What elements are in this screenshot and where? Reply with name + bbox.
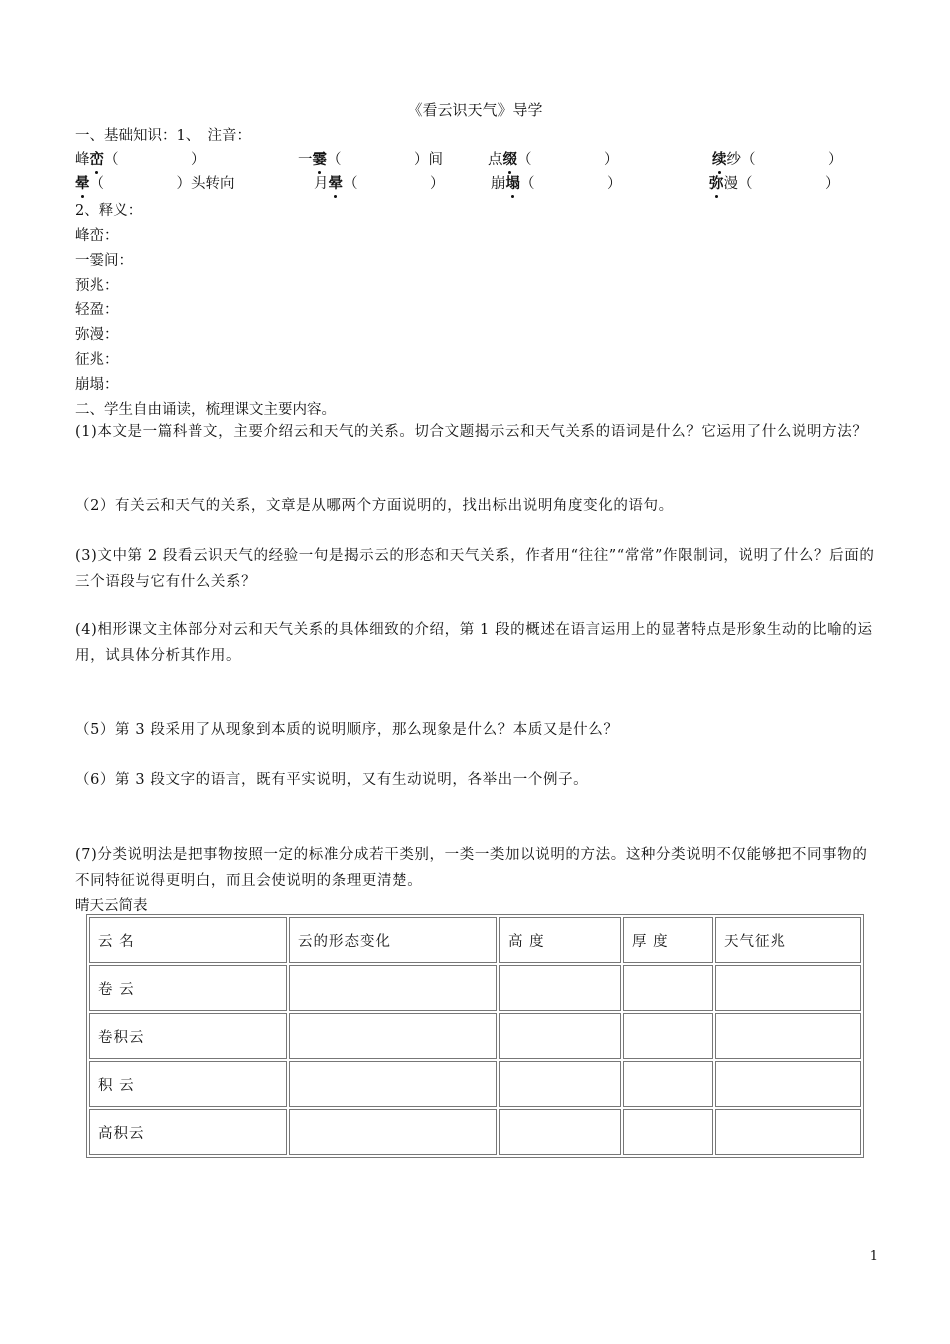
- pinyin-item: 晕（ ）头转向: [75, 172, 235, 193]
- question-7: (7)分类说明法是把事物按照一定的标准分成若干类别，一类一类加以说明的方法。这种分类说明不仅能够把不同事物的不同特征说得更明白，而且会使说明的条理更清楚。: [75, 847, 868, 889]
- table-cell: [623, 1109, 713, 1155]
- pinyin-item: 崩塌（ ）: [491, 172, 622, 193]
- table-cell: [715, 1061, 861, 1107]
- definition-item: 崩塌：: [75, 377, 119, 393]
- table-cell: [715, 1109, 861, 1155]
- dotted-char: 峦: [90, 148, 105, 169]
- table-header-cell: 云 名: [89, 917, 287, 963]
- cloud-table: [86, 914, 864, 1158]
- table-header-cell: 厚 度: [623, 917, 713, 963]
- table-cell-cloud-name: 卷 云: [89, 965, 287, 1011]
- table-cell: [623, 1013, 713, 1059]
- question-6: （6）第 3 段文字的语言，既有平实说明，又有生动说明，各举出一个例子。: [75, 772, 589, 788]
- dotted-char: 晕: [75, 172, 90, 193]
- question-1: (1)本文是一篇科普文，主要介绍云和天气的关系。切合文题揭示云和天气关系的语词是什么？它运用了什么说明方法？: [75, 424, 868, 440]
- table-cell: [289, 1013, 497, 1059]
- question-5: （5）第 3 段采用了从现象到本质的说明顺序，那么现象是什么？本质又是什么？: [75, 722, 619, 738]
- table-title: 晴天云简表: [75, 898, 148, 914]
- table-row: [89, 1109, 861, 1155]
- table-row: [89, 1013, 861, 1059]
- section-basic-knowledge: 一、基础知识：1、 注音：: [75, 128, 251, 144]
- document-title: 《看云识天气》导学: [407, 101, 543, 119]
- table-cell-cloud-name: 积 云: [89, 1061, 287, 1107]
- pinyin-item: 峰峦（ ）: [75, 148, 206, 169]
- pinyin-item: 月晕（ ）: [314, 172, 445, 193]
- dotted-char: 塌: [506, 172, 521, 193]
- question-3: (3)文中第 2 段看云识天气的经验一句是揭示云的形态和天气关系，作者用“往往”“常常”作限制词，说明了什么？后面的三个语段与它有什么关系？: [75, 548, 875, 590]
- definition-item: 征兆：: [75, 352, 119, 368]
- definition-item: 峰峦：: [75, 228, 119, 244]
- table-header-cell: 云的形态变化: [289, 917, 497, 963]
- definition-item: 一霎间：: [75, 253, 133, 269]
- dotted-char: 缀: [503, 148, 518, 169]
- dotted-char: 续: [712, 148, 727, 169]
- table-header-row: [89, 917, 861, 963]
- table-cell-cloud-name: 高积云: [89, 1109, 287, 1155]
- table-cell: [623, 1061, 713, 1107]
- table-cell: [289, 1061, 497, 1107]
- table-cell: [499, 1013, 621, 1059]
- table-cell: [715, 965, 861, 1011]
- table-header-cell: 天气征兆: [715, 917, 861, 963]
- table-header-cell: 高 度: [499, 917, 621, 963]
- table-cell: [289, 965, 497, 1011]
- question-4: (4)相形课文主体部分对云和天气关系的具体细致的介绍，第 1 段的概述在语言运用上的显著特点是形象生动的比喻的运用，试具体分析其作用。: [75, 622, 873, 664]
- table-cell: [499, 965, 621, 1011]
- pinyin-item: 一霎（ ）间: [298, 148, 443, 169]
- table-cell: [715, 1013, 861, 1059]
- dotted-char: 霎: [313, 148, 328, 169]
- question-2: （2）有关云和天气的关系，文章是从哪两个方面说明的，找出标出说明角度变化的语句。: [75, 498, 674, 514]
- table-cell: [499, 1109, 621, 1155]
- pinyin-item: 点缀（ ）: [488, 148, 619, 169]
- definition-item: 轻盈：: [75, 302, 119, 318]
- table-cell-cloud-name: 卷积云: [89, 1013, 287, 1059]
- table-cell: [289, 1109, 497, 1155]
- section-reading: 二、学生自由诵读，梳理课文主要内容。: [75, 402, 336, 418]
- pinyin-item: 续纱（ ）: [712, 148, 843, 169]
- table-cell: [499, 1061, 621, 1107]
- table-row: [89, 1061, 861, 1107]
- page-number: 1: [869, 1249, 878, 1264]
- section-definitions: 2、释义：: [75, 203, 143, 219]
- definition-item: 预兆：: [75, 278, 119, 294]
- table-row: [89, 965, 861, 1011]
- dotted-char: 晕: [329, 172, 344, 193]
- pinyin-item: 弥漫（ ）: [709, 172, 840, 193]
- definition-item: 弥漫：: [75, 327, 119, 343]
- table-cell: [623, 965, 713, 1011]
- dotted-char: 弥: [709, 172, 724, 193]
